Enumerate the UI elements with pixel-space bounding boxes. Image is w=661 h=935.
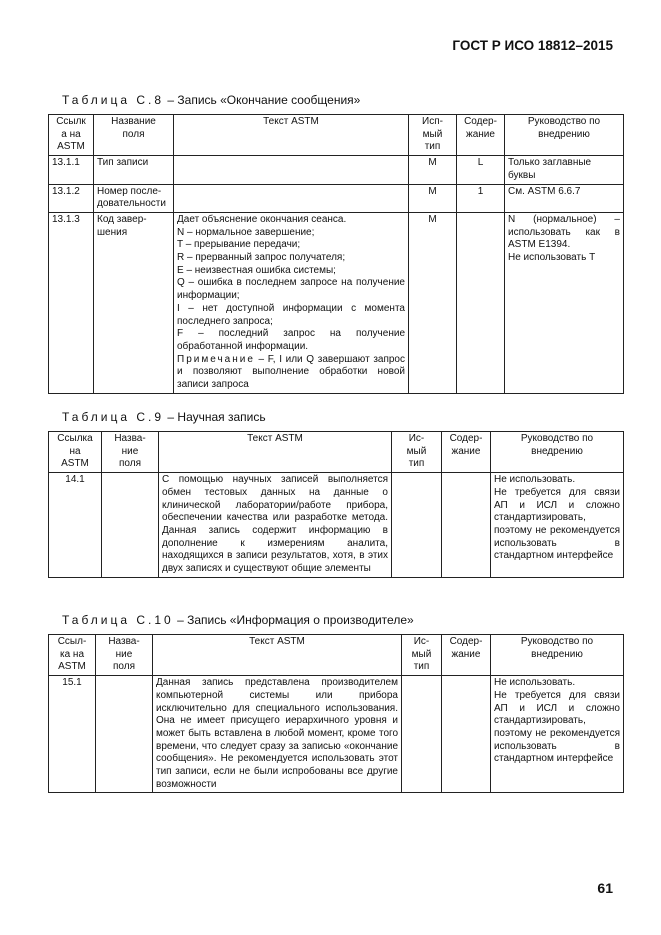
table-c10-title: – Запись «Информация о производителе» [173, 613, 414, 627]
table-c9-label: Таблица С.9 [62, 410, 165, 424]
table-row [49, 156, 624, 184]
cell-content [442, 473, 491, 578]
table-c10-caption [62, 613, 414, 627]
col-header-ref: Ссылка на ASTM [49, 432, 102, 473]
note-text: – F, I или Q завершают запрос и позволяют выполнение обработки новой записи запроса [177, 353, 405, 391]
cell-content [442, 676, 491, 793]
cell-field: Номер после- довательности [94, 184, 174, 212]
cell-content: L [457, 156, 505, 184]
col-header-type: Исп- мый тип [409, 115, 457, 156]
col-header-text: Текст ASTM [159, 432, 392, 473]
cell-ref: 14.1 [49, 473, 102, 578]
col-header-content: Содер- жание [457, 115, 505, 156]
table-c10-label: Таблица С.10 [62, 613, 174, 627]
col-header-guide: Руководство по внедрению [491, 635, 624, 676]
col-header-ref: Ссыл- ка на ASTM [49, 635, 96, 676]
cell-content: 1 [457, 184, 505, 212]
cell-ref: 13.1.3 [49, 212, 94, 393]
table-header-row [49, 115, 624, 156]
cell-text [174, 156, 409, 184]
table-header-row [49, 432, 624, 473]
cell-type: M [409, 156, 457, 184]
col-header-field: Назва- ние поля [96, 635, 153, 676]
col-header-content: Содер- жание [442, 635, 491, 676]
table-c8-label: Таблица С.8 [62, 93, 165, 107]
table-row [49, 184, 624, 212]
col-header-type: Ис- мый тип [402, 635, 442, 676]
cell-text [174, 212, 409, 393]
cell-type: M [409, 212, 457, 393]
col-header-field: Название поля [94, 115, 174, 156]
table-c9 [48, 431, 624, 578]
cell-type [402, 676, 442, 793]
col-header-type: Ис- мый тип [392, 432, 442, 473]
cell-guide: N (нормальное) – использовать как в ASTM E1394. Не использовать T [505, 212, 624, 393]
table-note [177, 354, 405, 392]
table-row [49, 473, 624, 578]
col-header-text: Текст ASTM [174, 115, 409, 156]
document-header: ГОСТ Р ИСО 18812–2015 [452, 38, 613, 53]
table-c10 [48, 634, 624, 793]
table-row [49, 676, 624, 793]
cell-guide: Только заглавные буквы [505, 156, 624, 184]
col-header-ref: Ссылк а на ASTM [49, 115, 94, 156]
col-header-guide: Руководство по внедрению [505, 115, 624, 156]
cell-ref: 13.1.2 [49, 184, 94, 212]
cell-content [457, 212, 505, 393]
cell-field: Тип записи [94, 156, 174, 184]
cell-field: Код завер- шения [94, 212, 174, 393]
cell-type: M [409, 184, 457, 212]
cell-text-body: Дает объяснение окончания сеанса. N – нормальное завершение; T – прерывание передачи; R – прерванный запрос получателя; E – неизвестная ошибка системы; Q – ошибка в последнем запросе на получение информации; I – нет доступной информации с момента последнего запроса; F – последний запрос на получение обработанной информации. [177, 213, 405, 352]
cell-field [102, 473, 159, 578]
col-header-field: Назва- ние поля [102, 432, 159, 473]
cell-text: С помощью научных записей выполняется обмен тестовых данных на данные о клинической лаборатории/работе прибора, обеспечении качества или разработке метода. Данная запись содержит информацию в дополнение к измерениям аналита, находящихся в записи результатов, хотя, в этих двух записях и существуют общие элементы [159, 473, 392, 578]
page-number: 61 [597, 880, 613, 896]
table-c8 [48, 114, 624, 394]
cell-field [96, 676, 153, 793]
table-header-row [49, 635, 624, 676]
cell-text: Данная запись представлена производителем компьютерной системы или прибора исключительно для специального использования. Она не имеет присущего иерархичного уровня и может быть вставлена в любой момент, кроме того времени, что следует сразу за записью «окончание сообщения». Не рекомендуется использовать этот тип записи, если не были испробованы все другие возможности [153, 676, 402, 793]
col-header-guide: Руководство по внедрению [491, 432, 624, 473]
cell-guide: Не использовать. Не требуется для связи АП и ИСЛ и сложно стандартизировать, поэтому не рекомендуется использовать в стандартном интерфейсе [491, 473, 624, 578]
table-c8-caption [62, 93, 360, 107]
note-label: Примечание [177, 353, 255, 365]
cell-ref: 13.1.1 [49, 156, 94, 184]
table-row [49, 212, 624, 393]
cell-type [392, 473, 442, 578]
cell-text [174, 184, 409, 212]
table-c8-title: – Запись «Окончание сообщения» [164, 93, 361, 107]
col-header-text: Текст ASTM [153, 635, 402, 676]
cell-ref: 15.1 [49, 676, 96, 793]
table-c9-caption [62, 410, 266, 424]
table-c9-title: – Научная запись [164, 410, 266, 424]
cell-guide: См. ASTM 6.6.7 [505, 184, 624, 212]
cell-guide: Не использовать. Не требуется для связи АП и ИСЛ и сложно стандартизировать, поэтому не рекомендуется использовать в стандартном интерфейсе [491, 676, 624, 793]
col-header-content: Содер- жание [442, 432, 491, 473]
